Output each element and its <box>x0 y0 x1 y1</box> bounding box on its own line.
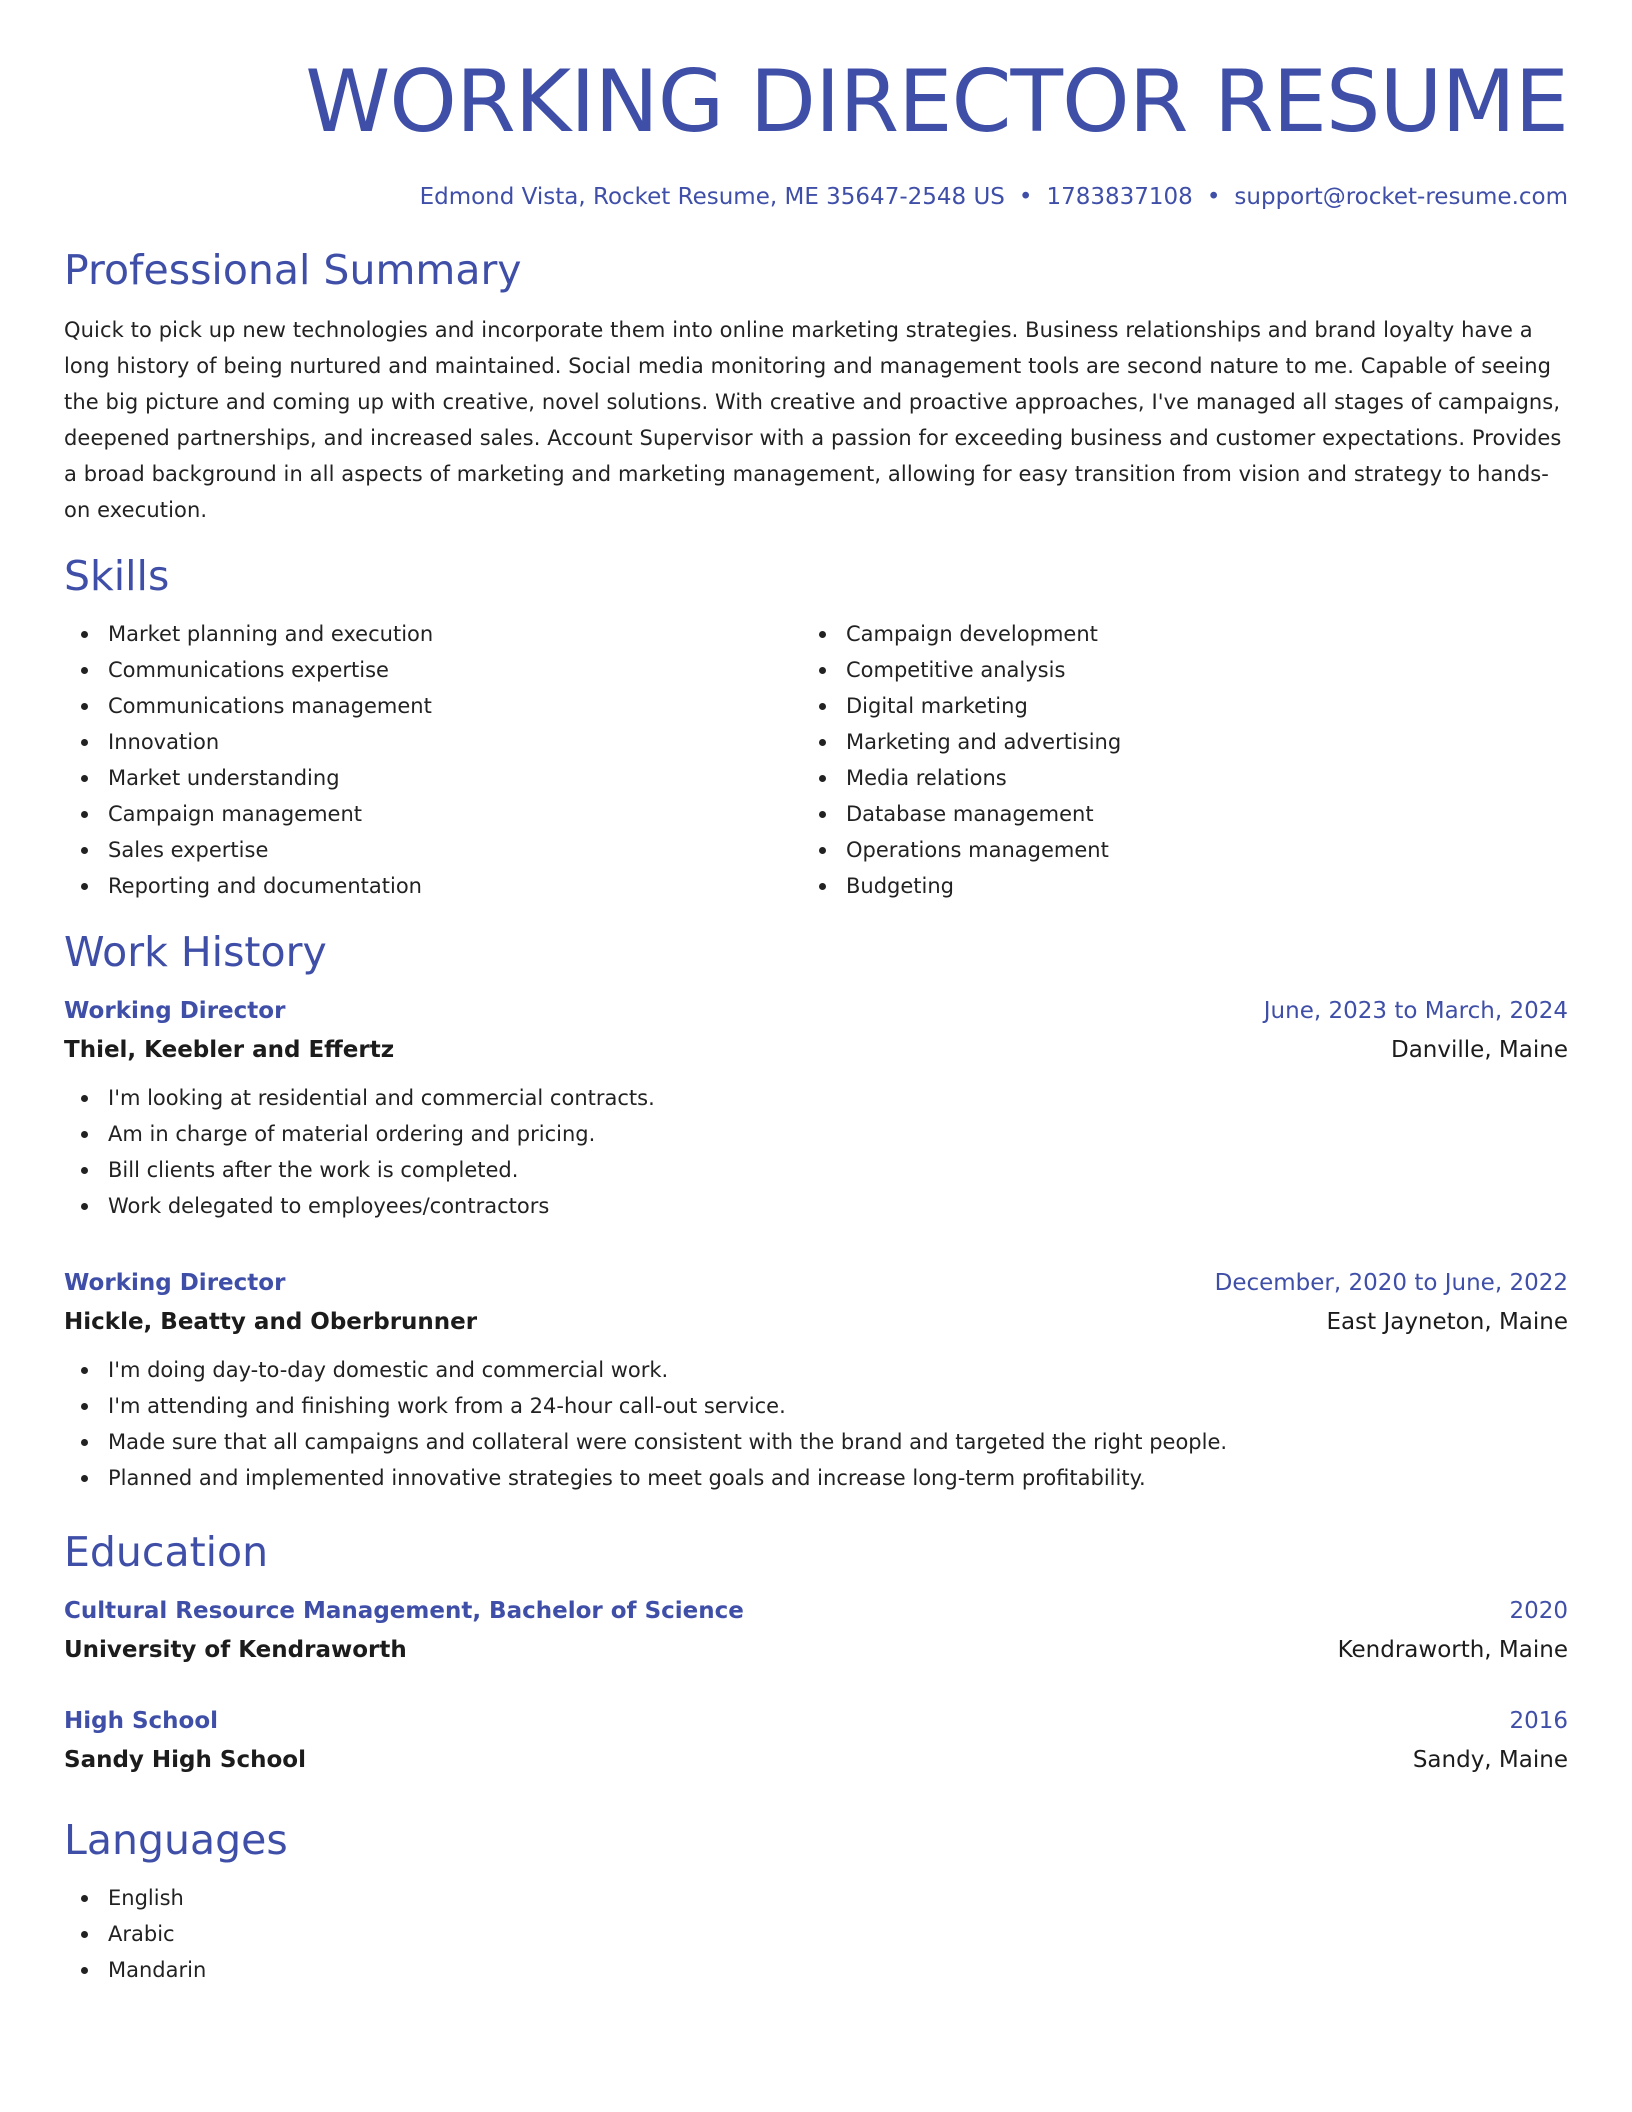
job-company-row <box>64 1302 1568 1342</box>
job-duty-item: Bill clients after the work is completed. <box>64 1152 1568 1188</box>
education-location: Kendraworth, Maine <box>1337 1637 1568 1663</box>
skill-item: Database management <box>802 796 1540 832</box>
section-title-work-history: Work History <box>64 928 327 976</box>
job-entry <box>64 992 1568 1224</box>
education-entry <box>64 1592 1568 1670</box>
skill-item: Communications management <box>64 688 802 724</box>
skills-grid <box>64 616 1568 904</box>
education-school: University of Kendraworth <box>64 1637 407 1663</box>
job-dates: June, 2023 to March, 2024 <box>1263 998 1568 1024</box>
education-school-row <box>64 1630 1568 1670</box>
education-location: Sandy, Maine <box>1412 1747 1568 1773</box>
education-school: Sandy High School <box>64 1747 306 1773</box>
education-header-row <box>64 1592 1568 1630</box>
contact-phone: 1783837108 <box>1046 184 1193 210</box>
education-header-row <box>64 1702 1568 1740</box>
job-duty-item: Planned and implemented innovative strategies to meet goals and increase long-term profitability. <box>64 1460 1568 1496</box>
summary-text: Quick to pick up new technologies and incorporate them into online marketing strategies. Business relationships and brand loyalty have a long history of being nurtured and maintained. Social media monitoring and management tools are second nature to me. Capable of seeing the big picture and coming up with creative, novel solutions. With creative and proactive approaches, I've managed all stages of campaigns, deepened partnerships, and increased sales. Account Supervisor with a passion for exceeding business and customer expectations. Provides a broad background in all aspects of marketing and marketing management, allowing for easy transition from vision and strategy to hands-on execution. <box>64 318 1562 522</box>
job-duty-item: I'm attending and finishing work from a 24-hour call-out service. <box>64 1388 1568 1424</box>
skill-item: Operations management <box>802 832 1540 868</box>
section-title-summary: Professional Summary <box>64 246 522 294</box>
skill-item: Reporting and documentation <box>64 868 802 904</box>
skills-column-right <box>802 616 1540 904</box>
resume-header <box>64 0 1568 214</box>
language-item: Mandarin <box>64 1952 1568 1988</box>
resume-title: WORKING DIRECTOR RESUME <box>305 52 1568 152</box>
skill-item: Digital marketing <box>802 688 1540 724</box>
skill-item: Competitive analysis <box>802 652 1540 688</box>
education-school-row <box>64 1740 1568 1780</box>
education-entry <box>64 1702 1568 1780</box>
languages-list <box>64 1880 1568 1988</box>
education-year: 2016 <box>1509 1708 1568 1734</box>
section-title-skills: Skills <box>64 552 170 600</box>
skills-section <box>64 550 1568 904</box>
skill-item: Communications expertise <box>64 652 802 688</box>
job-duty-item: Am in charge of material ordering and pricing. <box>64 1116 1568 1152</box>
section-title-languages: Languages <box>64 1816 288 1864</box>
job-duty-item: I'm doing day-to-day domestic and commercial work. <box>64 1352 1568 1388</box>
job-header-row <box>64 992 1568 1030</box>
summary-section <box>64 244 1568 528</box>
job-location: East Jayneton, Maine <box>1326 1309 1568 1335</box>
job-location: Danville, Maine <box>1391 1037 1568 1063</box>
education-section <box>64 1526 1568 1780</box>
skill-item: Campaign management <box>64 796 802 832</box>
job-duty-item: I'm looking at residential and commercial contracts. <box>64 1080 1568 1116</box>
job-role: Working Director <box>64 998 286 1024</box>
job-duty-item: Made sure that all campaigns and collateral were consistent with the brand and targeted the right people. <box>64 1424 1568 1460</box>
job-dates: December, 2020 to June, 2022 <box>1214 1270 1568 1296</box>
job-company: Hickle, Beatty and Oberbrunner <box>64 1309 478 1335</box>
job-duties <box>64 1352 1568 1496</box>
skill-item: Media relations <box>802 760 1540 796</box>
skills-column-left <box>64 616 802 904</box>
skill-item: Campaign development <box>802 616 1540 652</box>
job-duty-item: Work delegated to employees/contractors <box>64 1188 1568 1224</box>
education-degree: High School <box>64 1708 219 1734</box>
job-header-row <box>64 1264 1568 1302</box>
language-item: Arabic <box>64 1916 1568 1952</box>
contact-line <box>64 180 1568 214</box>
contact-separator: • <box>1206 184 1221 210</box>
job-duties <box>64 1080 1568 1224</box>
skill-item: Marketing and advertising <box>802 724 1540 760</box>
job-entry <box>64 1264 1568 1496</box>
contact-email: support@rocket-resume.com <box>1234 184 1568 210</box>
contact-separator: • <box>1018 184 1033 210</box>
education-year: 2020 <box>1509 1598 1568 1624</box>
contact-address: Edmond Vista, Rocket Resume, ME 35647-2548 US <box>419 184 1005 210</box>
job-role: Working Director <box>64 1270 286 1296</box>
section-title-education: Education <box>64 1528 269 1576</box>
education-degree: Cultural Resource Management, Bachelor of Science <box>64 1598 744 1624</box>
skill-item: Budgeting <box>802 868 1540 904</box>
skill-item: Market planning and execution <box>64 616 802 652</box>
skill-item: Market understanding <box>64 760 802 796</box>
languages-section <box>64 1814 1568 1988</box>
work-history-section <box>64 926 1568 1496</box>
job-company-row <box>64 1030 1568 1070</box>
job-company: Thiel, Keebler and Effertz <box>64 1037 395 1063</box>
skill-item: Sales expertise <box>64 832 802 868</box>
skill-item: Innovation <box>64 724 802 760</box>
language-item: English <box>64 1880 1568 1916</box>
